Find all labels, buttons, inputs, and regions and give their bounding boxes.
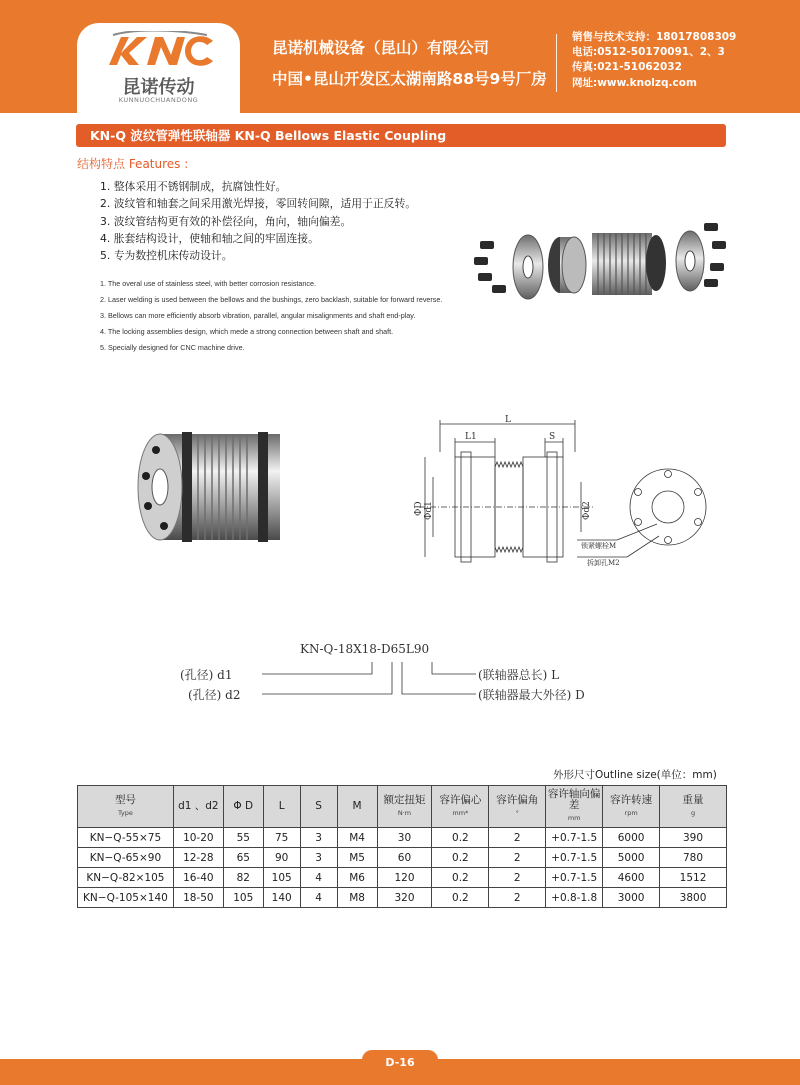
cell-eccentric: 0.2 — [432, 848, 489, 868]
contact-block — [572, 30, 736, 91]
fax-number: 传真:021-51062032 — [572, 61, 682, 74]
feature-en-item: 3. Bellows can more efficiently absorb vibration, parallel, angular misalignments and shaft end-play. — [100, 311, 416, 320]
dim-D: ΦD — [414, 501, 424, 516]
cell-L: 75 — [263, 828, 300, 848]
col-header: 型号 Type — [78, 786, 174, 828]
feature-cn-item: 5. 专为数控机床传动设计。 — [100, 249, 233, 263]
feature-en-item: 2. Laser welding is used between the bellows and the bushings, zero backlash, suitable for forward reverse. — [100, 295, 443, 304]
cell-eccentric: 0.2 — [432, 888, 489, 908]
cell-d: 10-20 — [173, 828, 223, 848]
cell-type: KN−Q-55×75 — [78, 828, 174, 848]
cell-weight: 1512 — [660, 868, 727, 888]
header-divider — [556, 34, 557, 92]
company-info — [272, 33, 547, 95]
col-header: 容许偏角 ° — [489, 786, 546, 828]
specification-table — [77, 785, 727, 908]
cell-weight: 390 — [660, 828, 727, 848]
cell-D: 55 — [223, 828, 263, 848]
cell-speed: 6000 — [603, 828, 660, 848]
dim-d2: Φd2 — [582, 501, 592, 520]
cell-L: 105 — [263, 868, 300, 888]
page-number: D-16 — [385, 1056, 415, 1069]
company-logo — [77, 23, 240, 113]
col-header: 额定扭矩 N·m — [377, 786, 432, 828]
cell-eccentric: 0.2 — [432, 828, 489, 848]
cell-angle: 2 — [489, 848, 546, 868]
cell-torque: 120 — [377, 868, 432, 888]
cell-D: 82 — [223, 868, 263, 888]
features-heading: 结构特点 Features : — [77, 157, 189, 171]
cell-M: M5 — [337, 848, 377, 868]
cell-speed: 4600 — [603, 868, 660, 888]
cell-M: M8 — [337, 888, 377, 908]
cell-speed: 3000 — [603, 888, 660, 908]
feature-en-item: 1. The overal use of stainless steel, with better corrosion resistance. — [100, 279, 316, 288]
cell-S: 3 — [300, 828, 337, 848]
cell-type: KN−Q-65×90 — [78, 848, 174, 868]
office-phone: 电话:0512-50170091、2、3 — [572, 46, 725, 59]
cell-weight: 3800 — [660, 888, 727, 908]
cell-M: M4 — [337, 828, 377, 848]
cell-angle: 2 — [489, 828, 546, 848]
outline-size-note: 外形尺寸Outline size(单位：mm) — [553, 769, 717, 781]
dim-d1: Φd1 — [424, 501, 434, 520]
cell-axial: +0.8-1.8 — [546, 888, 603, 908]
feature-cn-item: 1. 整体采用不锈钢制成，抗腐蚀性好。 — [100, 180, 287, 193]
table-row — [78, 868, 727, 888]
model-code-diagram — [180, 640, 640, 705]
dimension-drawing — [405, 412, 715, 577]
feature-en-item: 4. The locking assemblies design, which mede a strong connection between shaft and shaft. — [100, 327, 394, 336]
website-link[interactable]: 网址:www.knolzq.com — [572, 76, 697, 89]
model-L-label: (联轴器总长) L — [478, 668, 560, 682]
cell-axial: +0.7-1.5 — [546, 828, 603, 848]
cell-d: 12-28 — [173, 848, 223, 868]
cell-axial: +0.7-1.5 — [546, 848, 603, 868]
cell-speed: 5000 — [603, 848, 660, 868]
dim-L: L — [505, 415, 511, 425]
col-header: d1 、d2 — [173, 786, 223, 828]
feature-cn-item: 2. 波纹管和轴套之间采用激光焊接，零回转间隙，适用于正反转。 — [100, 197, 417, 211]
col-header: M — [337, 786, 377, 828]
model-d1-label: (孔径) d1 — [180, 668, 233, 682]
cell-S: 4 — [300, 888, 337, 908]
col-header: 容许转速 rpm — [603, 786, 660, 828]
features-list-en — [100, 276, 442, 356]
feature-cn-item: 3. 波纹管结构更有效的补偿径向，角向，轴向偏差。 — [100, 214, 352, 228]
model-d2-label: (孔径) d2 — [188, 688, 241, 702]
product-title-bar: KN-Q 波纹管弹性联轴器 KN-Q Bellows Elastic Coupling — [76, 124, 726, 147]
cell-axial: +0.7-1.5 — [546, 868, 603, 888]
cell-type: KN−Q-105×140 — [78, 888, 174, 908]
cell-L: 140 — [263, 888, 300, 908]
cell-D: 105 — [223, 888, 263, 908]
knc-logo-mark — [103, 31, 215, 71]
page-header — [0, 0, 800, 113]
cell-torque: 60 — [377, 848, 432, 868]
model-D-label: (联轴器最大外径) D — [478, 688, 585, 702]
model-leader-lines — [180, 640, 640, 705]
company-address: 中国•昆山开发区太湖南路88号9号厂房 — [272, 70, 547, 88]
sales-phone: 销售与技术支持：18017808309 — [572, 31, 737, 43]
table-row — [78, 828, 727, 848]
table-row — [78, 888, 727, 908]
logo-english-name: KUNNUOCHUANDONG — [118, 96, 199, 104]
col-header: 重量 g — [660, 786, 727, 828]
company-name: 昆诺机械设备（昆山）有限公司 — [272, 39, 490, 57]
feature-en-item: 5. Specially designed for CNC machine drive. — [100, 343, 245, 352]
cell-L: 90 — [263, 848, 300, 868]
col-header: S — [300, 786, 337, 828]
cell-weight: 780 — [660, 848, 727, 868]
cell-S: 3 — [300, 848, 337, 868]
table-row — [78, 848, 727, 868]
col-header: 容许偏心 mm* — [432, 786, 489, 828]
model-code: KN-Q-18X18-D65L90 — [300, 642, 430, 656]
cell-type: KN−Q-82×105 — [78, 868, 174, 888]
cell-d: 18-50 — [173, 888, 223, 908]
cell-d: 16-40 — [173, 868, 223, 888]
feature-cn-item: 4. 胀套结构设计，使轴和轴之间的牢固连接。 — [100, 231, 319, 245]
cell-S: 4 — [300, 868, 337, 888]
col-header: L — [263, 786, 300, 828]
col-header: Φ D — [223, 786, 263, 828]
cell-D: 65 — [223, 848, 263, 868]
logo-chinese-name: 昆诺传动 — [122, 77, 195, 98]
product-photo — [130, 420, 310, 555]
cell-angle: 2 — [489, 868, 546, 888]
exploded-view-image — [468, 215, 730, 310]
cell-M: M6 — [337, 868, 377, 888]
dim-L1: L1 — [465, 432, 477, 442]
label-removal-hole: 拆卸孔M2 — [587, 559, 620, 567]
cell-torque: 320 — [377, 888, 432, 908]
label-lock-screw: 锁紧螺栓M — [581, 542, 617, 550]
table-header-row — [78, 786, 727, 828]
col-header: 容许轴向偏差 mm — [546, 786, 603, 828]
cell-torque: 30 — [377, 828, 432, 848]
dim-S: S — [549, 432, 556, 442]
features-list-cn — [100, 178, 416, 264]
cell-angle: 2 — [489, 888, 546, 908]
cell-eccentric: 0.2 — [432, 868, 489, 888]
